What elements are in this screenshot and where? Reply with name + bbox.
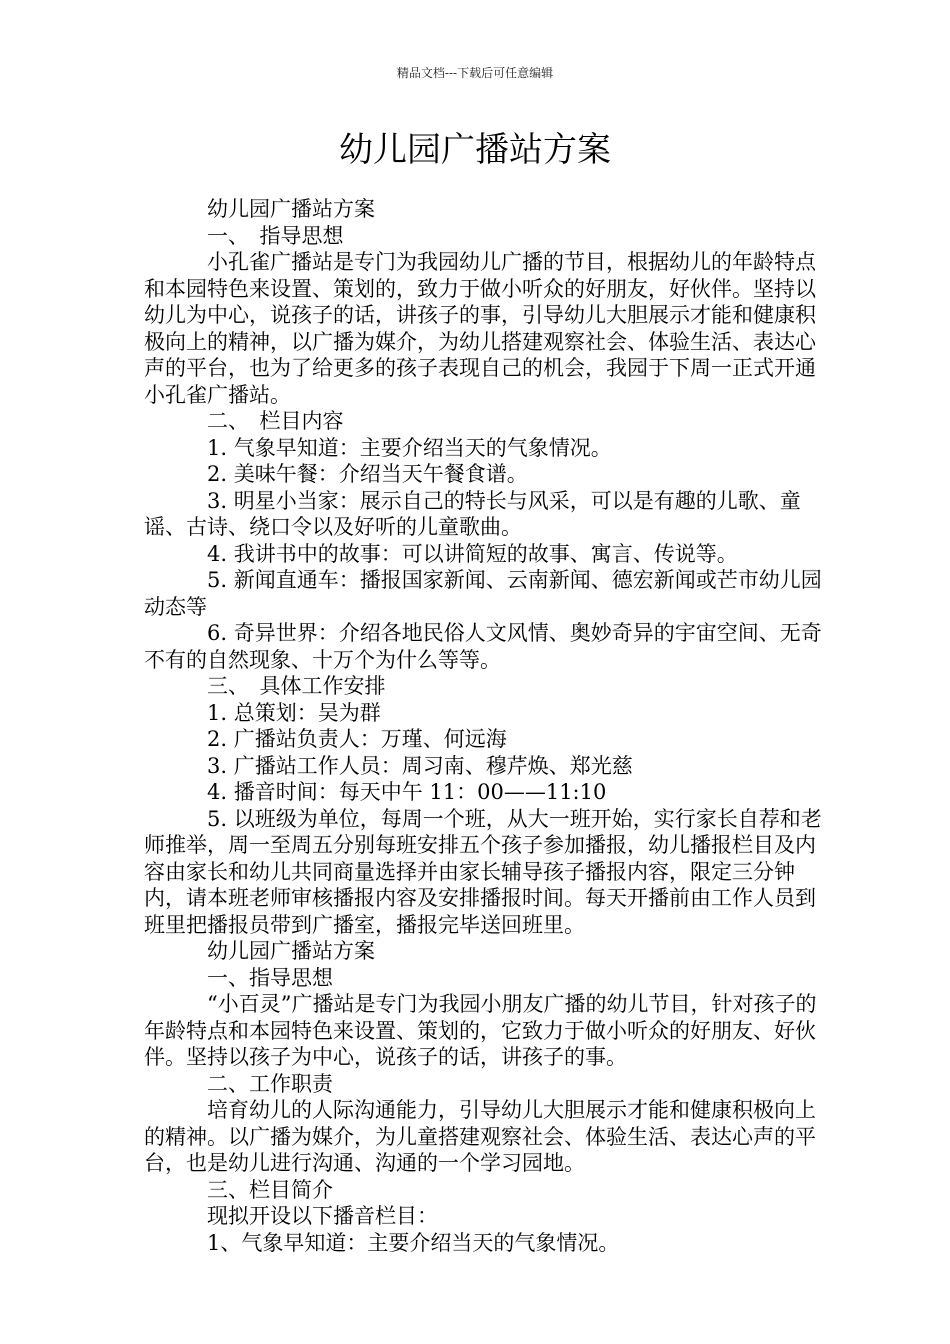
paragraph: 2. 美味午餐：介绍当天午餐食谱。	[144, 462, 528, 486]
paragraph: 4. 播音时间：每天中午 11：00——11:10	[144, 780, 607, 804]
paragraph: 培育幼儿的人际沟通能力，引导幼儿大胆展示才能和健康积极向上的精神。以广播为媒介，为儿童搭建观察社会、体验生活、表达心声的平台，也是幼儿进行沟通、沟通的一个学习园地。	[144, 1098, 816, 1175]
header-note: 精品文档---下载后可任意编辑	[396, 66, 554, 80]
paragraph: 1. 总策划：吴为群	[144, 700, 381, 725]
paragraph: 二、 栏目内容	[144, 409, 344, 433]
paragraph: 现拟开设以下播音栏目：	[144, 1204, 438, 1228]
paragraph: 三、 具体工作安排	[144, 674, 386, 698]
paragraph: 3. 广播站工作人员：周习南、穆芹焕、郑光慈	[144, 753, 633, 778]
document-title: 幼儿园广播站方案	[339, 130, 611, 170]
paragraph: 5. 新闻直通车：播报国家新闻、云南新闻、德宏新闻或芒市幼儿园动态等	[144, 568, 822, 619]
paragraph: 幼儿园广播站方案	[144, 197, 375, 221]
paragraph: 一、 指导思想	[144, 223, 344, 248]
paragraph: 1. 气象早知道：主要介绍当天的气象情况。	[144, 435, 612, 460]
paragraph: 2. 广播站负责人：万瑾、何远海	[144, 727, 507, 751]
paragraph: 二、工作职责	[144, 1071, 333, 1096]
paragraph: 小孔雀广播站是专门为我园幼儿广播的节目，根据幼儿的年龄特点和本园特色来设置、策划的，致力于做小听众的好朋友，好伙伴。坚持以幼儿为中心，说孩子的话，讲孩子的事，引导幼儿大胆展示才能和健康积极向上的精神，以广播为媒介，为幼儿搭建观察社会、体验生活、表达心声的平台，也为了给更多的孩子表现自己的机会，我园于下周一正式开通小孔雀广播站。	[144, 250, 816, 407]
paragraph: 1、气象早知道：主要介绍当天的气象情况。	[144, 1230, 620, 1255]
paragraph: 幼儿园广播站方案	[144, 939, 375, 963]
paragraph: 5. 以班级为单位，每周一个班，从大一班开始，实行家长自荐和老师推举，周一至周五分别每班安排五个孩子参加播报，幼儿播报栏目及内容由家长和幼儿共同商量选择并由家长辅导孩子播报内容，限定三分钟内，请本班老师审核播报内容及安排播报时间。每天开播前由工作人员到班里把播报员带到广播室，播报完毕送回班里。	[144, 806, 822, 937]
paragraph: 三、栏目简介	[144, 1177, 333, 1202]
paragraph: 6. 奇异世界：介绍各地民俗人文风情、奥妙奇异的宇宙空间、无奇不有的自然现象、十万个为什么等等。	[144, 621, 822, 672]
paragraph: 3. 明星小当家：展示自己的特长与风采，可以是有趣的儿歌、童谣、古诗、绕口令以及好听的儿童歌曲。	[144, 488, 801, 539]
paragraph: 4. 我讲书中的故事：可以讲简短的故事、寓言、传说等。	[144, 541, 738, 566]
document-body	[144, 196, 824, 1256]
paragraph: “小百灵”广播站是专门为我园小朋友广播的幼儿节目，针对孩子的年龄特点和本园特色来设置、策划的，它致力于做小听众的好朋友、好伙伴。坚持以孩子为中心，说孩子的话，讲孩子的事。	[144, 992, 817, 1069]
paragraph: 一、指导思想	[144, 965, 333, 990]
